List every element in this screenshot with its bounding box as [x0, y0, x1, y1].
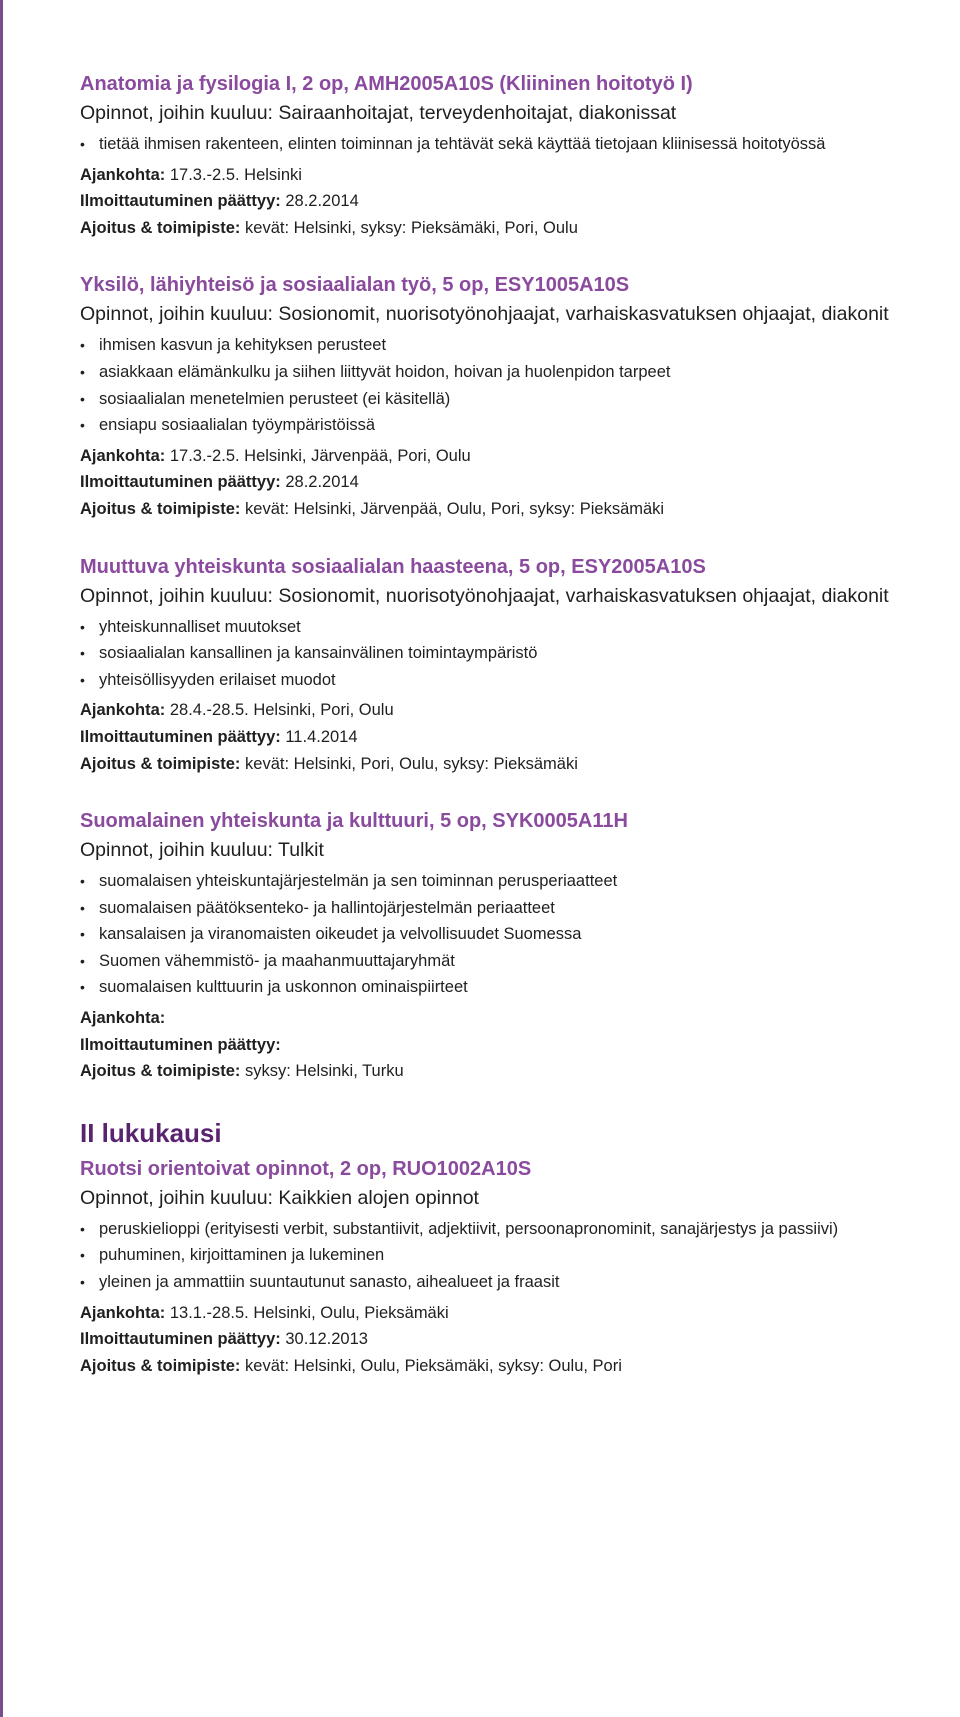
course-schedule-location-value: kevät: Helsinki, Oulu, Pieksämäki, syksy: Oulu, Pori: [245, 1356, 622, 1375]
list-item-text: kansalaisen ja viranomaisten oikeudet ja velvollisuudet Suomessa: [99, 925, 582, 944]
course-registration-deadline: [80, 469, 950, 496]
course-timing-value: 17.3.-2.5. Helsinki: [169, 165, 302, 184]
list-item-text: yhteisöllisyyden erilaiset muodot: [99, 670, 336, 689]
course-registration-deadline: [80, 724, 950, 751]
list-item: [80, 667, 950, 694]
course-topics-list: [80, 131, 950, 158]
list-item-text: sosiaalialan menetelmien perusteet (ei käsitellä): [99, 389, 451, 408]
course-registration-deadline-value: 28.2.2014: [285, 192, 359, 211]
course-schedule-location: [80, 1058, 950, 1085]
list-item: [80, 974, 950, 1001]
course-registration-deadline: [80, 1032, 950, 1059]
course-block: [80, 70, 950, 241]
list-item-text: suomalaisen yhteiskuntajärjestelmän ja sen toiminnan perusperiaatteet: [99, 872, 618, 891]
list-item-text: yhteiskunnalliset muutokset: [99, 617, 301, 636]
bullet-dot-icon: •: [80, 979, 85, 996]
course-registration-deadline-value: 11.4.2014: [285, 727, 358, 746]
course-timing-value: 17.3.-2.5. Helsinki, Järvenpää, Pori, Oulu: [169, 446, 471, 465]
course-block: [80, 807, 950, 1085]
course-block: [80, 553, 950, 778]
bullet-dot-icon: •: [80, 671, 85, 688]
list-item-text: suomalaisen kulttuurin ja uskonnon ominaispiirteet: [99, 978, 468, 997]
course-timing: [80, 443, 950, 470]
list-item-text: ensiapu sosiaalialan työympäristöissä: [99, 416, 376, 435]
course-title: Yksilö, lähiyhteisö ja sosiaalialan työ, 5 op, ESY1005A10S: [80, 274, 630, 297]
course-title: Anatomia ja fysilogia I, 2 op, AMH2005A10S (Kliininen hoitotyö I): [80, 73, 693, 95]
list-item-text: puhuminen, kirjoittaminen ja lukeminen: [99, 1246, 385, 1265]
bullet-dot-icon: •: [80, 952, 85, 969]
course-timing: [80, 697, 950, 724]
course-schedule-location-value: kevät: Helsinki, syksy: Pieksämäki, Pori, Oulu: [245, 218, 578, 237]
course-audience: [80, 299, 950, 329]
course-audience: [80, 835, 950, 865]
document-content: [80, 70, 950, 1409]
course-registration-deadline-value: 30.12.2013: [285, 1330, 368, 1349]
list-item: [80, 1242, 950, 1269]
list-item: [80, 359, 950, 386]
course-audience-value: Sosionomit, nuorisotyönohjaajat, varhaiskasvatuksen ohjaajat, diakonit: [278, 584, 889, 607]
bullet-dot-icon: •: [80, 926, 85, 943]
list-item-text: ihmisen kasvun ja kehityksen perusteet: [99, 336, 387, 355]
list-item: [80, 412, 950, 439]
bullet-dot-icon: •: [80, 645, 85, 662]
course-block: [80, 1155, 950, 1380]
course-audience-value: Sosionomit, nuorisotyönohjaajat, varhaiskasvatuksen ohjaajat, diakonit: [278, 303, 889, 326]
list-item-text: sosiaalialan kansallinen ja kansainvälinen toimintaympäristö: [99, 644, 538, 663]
bullet-dot-icon: •: [80, 1274, 85, 1291]
course-registration-deadline-label: Ilmoittautuminen päättyy:: [80, 473, 281, 492]
course-timing-label: Ajankohta:: [80, 1009, 166, 1028]
list-item-text: tietää ihmisen rakenteen, elinten toiminnan ja tehtävät sekä käyttää tietojaan kliinisessä hoitotyössä: [99, 135, 826, 153]
course-timing-label: Ajankohta:: [80, 701, 166, 720]
course-audience: [80, 1183, 950, 1213]
course-registration-deadline-label: Ilmoittautuminen päättyy:: [80, 192, 281, 211]
list-item: [80, 948, 950, 975]
course-audience-label: Opinnot, joihin kuuluu:: [80, 303, 273, 326]
course-schedule-location: [80, 751, 950, 778]
list-item: [80, 895, 950, 922]
left-margin-rule: [0, 0, 3, 1717]
course-registration-deadline-label: Ilmoittautuminen päättyy:: [80, 1330, 281, 1349]
course-schedule-location-label: Ajoitus & toimipiste:: [80, 499, 241, 518]
course-timing-label: Ajankohta:: [80, 165, 166, 184]
course-schedule-location: [80, 496, 950, 523]
course-schedule-location-value: kevät: Helsinki, Pori, Oulu, syksy: Pieksämäki: [245, 754, 578, 773]
bullet-dot-icon: •: [80, 363, 85, 380]
list-item: [80, 386, 950, 413]
list-item: [80, 868, 950, 895]
bullet-dot-icon: •: [80, 337, 85, 354]
course-topics-list: [80, 332, 950, 438]
course-audience-label: Opinnot, joihin kuuluu:: [80, 102, 273, 124]
course-list: [80, 70, 950, 1085]
course-timing-label: Ajankohta:: [80, 1303, 166, 1322]
course-audience-value: Tulkit: [278, 839, 324, 862]
bullet-dot-icon: •: [80, 873, 85, 890]
bullet-dot-icon: •: [80, 390, 85, 407]
course-block: [80, 271, 950, 522]
course-audience: [80, 581, 950, 611]
course-registration-deadline-value: 28.2.2014: [285, 473, 359, 492]
list-item-text: suomalaisen päätöksenteko- ja hallintojärjestelmän periaatteet: [99, 898, 555, 917]
bullet-dot-icon: •: [80, 618, 85, 635]
course-registration-deadline: [80, 1326, 950, 1353]
semester-heading: II lukukausi: [80, 1117, 222, 1148]
course-schedule-location-label: Ajoitus & toimipiste:: [80, 218, 241, 237]
course-topics-list: [80, 868, 950, 1001]
bullet-dot-icon: •: [80, 417, 85, 434]
course-schedule-location-label: Ajoitus & toimipiste:: [80, 754, 241, 773]
course-timing-value: 28.4.-28.5. Helsinki, Pori, Oulu: [169, 701, 394, 720]
course-registration-deadline-label: Ilmoittautuminen päättyy:: [80, 1035, 281, 1054]
list-item-text: Suomen vähemmistö- ja maahanmuuttajaryhmät: [99, 951, 455, 970]
list-item: [80, 332, 950, 359]
course-audience-value: Sairaanhoitajat, terveydenhoitajat, diakonissat: [278, 102, 677, 124]
course-title: Muuttuva yhteiskunta sosiaalialan haasteena, 5 op, ESY2005A10S: [80, 555, 706, 578]
course-schedule-location-value: kevät: Helsinki, Järvenpää, Oulu, Pori, syksy: Pieksämäki: [245, 499, 665, 518]
course-timing-value: 13.1.-28.5. Helsinki, Oulu, Pieksämäki: [169, 1303, 449, 1322]
course-audience-label: Opinnot, joihin kuuluu:: [80, 839, 273, 862]
course-timing: [80, 1005, 950, 1032]
bullet-dot-icon: •: [80, 1247, 85, 1264]
course-timing-label: Ajankohta:: [80, 446, 166, 465]
course-title: Ruotsi orientoivat opinnot, 2 op, RUO1002A10S: [80, 1157, 532, 1180]
list-item: [80, 1216, 950, 1243]
course-title: Suomalainen yhteiskunta ja kulttuuri, 5 op, SYK0005A11H: [80, 810, 628, 833]
course-registration-deadline-label: Ilmoittautuminen päättyy:: [80, 727, 281, 746]
list-item: [80, 131, 950, 158]
course-timing: [80, 162, 950, 189]
list-item: [80, 640, 950, 667]
course-list-second-semester: [80, 1155, 950, 1380]
course-audience-label: Opinnot, joihin kuuluu:: [80, 584, 273, 607]
bullet-dot-icon: •: [80, 136, 85, 152]
course-timing: [80, 1300, 950, 1327]
course-topics-list: [80, 1216, 950, 1296]
course-audience-value: Kaikkien alojen opinnot: [278, 1186, 479, 1209]
course-schedule-location: [80, 1353, 950, 1380]
list-item-text: asiakkaan elämänkulku ja siihen liittyvät hoidon, hoivan ja huolenpidon tarpeet: [99, 362, 671, 381]
bullet-dot-icon: •: [80, 1220, 85, 1237]
list-item-text: yleinen ja ammattiin suuntautunut sanasto, aihealueet ja fraasit: [99, 1273, 560, 1292]
course-schedule-location-label: Ajoitus & toimipiste:: [80, 1356, 241, 1375]
course-registration-deadline: [80, 188, 950, 215]
course-schedule-location-value: syksy: Helsinki, Turku: [245, 1062, 404, 1081]
course-schedule-location-label: Ajoitus & toimipiste:: [80, 1062, 241, 1081]
course-topics-list: [80, 614, 950, 694]
course-audience-label: Opinnot, joihin kuuluu:: [80, 1186, 273, 1209]
list-item: [80, 614, 950, 641]
list-item: [80, 1269, 950, 1296]
course-audience: [80, 98, 950, 128]
list-item-text: peruskielioppi (erityisesti verbit, substantiivit, adjektiivit, persoonapronominit, sanajärjestys ja passiivi): [99, 1219, 839, 1238]
bullet-dot-icon: •: [80, 899, 85, 916]
list-item: [80, 921, 950, 948]
course-schedule-location: [80, 215, 950, 242]
